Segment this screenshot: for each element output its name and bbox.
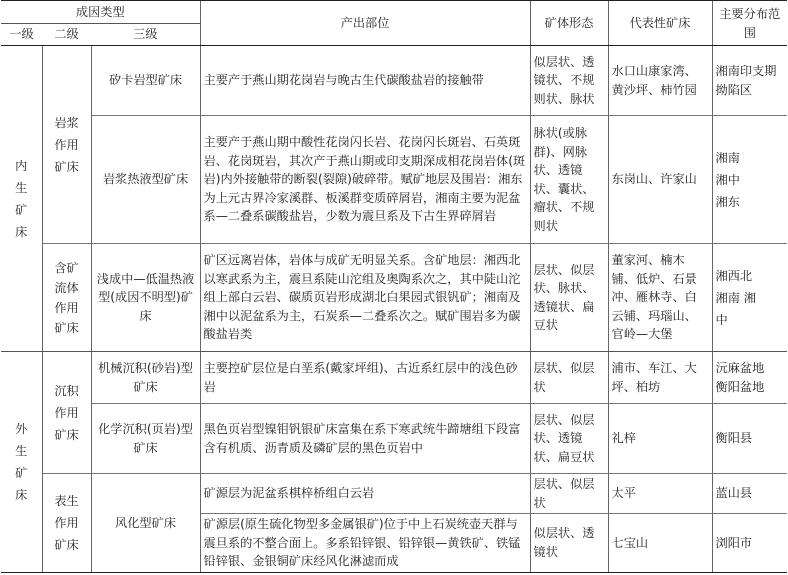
deposits-cell: 东岗山、许家山 [608,116,712,244]
form-cell: 层状、似层状、脉状、透镜状、扁豆状 [530,244,608,352]
group-fluid: 含矿流体作用矿床 [42,244,91,352]
form-cell: 层状、似层状 [530,474,608,514]
header-location: 产出部位 [200,1,530,46]
type-cell: 机械沉积(砂岩)型矿床 [91,352,200,404]
header-genesis-type: 成因类型 [1,1,200,24]
header-deposits: 代表性矿床 [608,1,712,46]
deposits-cell: 浦市、车江、大坪、柏坊 [608,352,712,404]
deposits-cell: 太平 [608,474,712,514]
deposits-cell: 水口山康家湾、黄沙坪、柿竹园 [608,46,712,116]
table-row [1,46,787,116]
header-area: 主要分布范围 [712,1,787,46]
table-row [1,244,787,352]
group-endogenic: 内生矿床 [1,46,42,352]
header-row-1 [1,1,787,24]
table-row [1,404,787,474]
area-cell: 浏阳市 [712,514,787,573]
table-row [1,474,787,514]
area-cell: 衡阳县 [712,404,787,474]
type-cell: 浅成中—低温热液型(成因不明型)矿床 [91,244,200,352]
header-level2: 二级 [42,23,91,46]
area-cell: 蓝山县 [712,474,787,514]
group-sedimentary: 沉积作用矿床 [42,352,91,474]
location-cell: 矿区远离岩体，岩体与成矿无明显关系。含矿地层：湘西北以寒武系为主，震旦系陡山沱组及奥陶系次之，其中陡山沱组上部白云岩、碳质页岩形成湖北白果园式银钒矿；湘南及湘中以泥盆系为主，石炭系—二叠系次之。赋矿围岩多为碳酸盐岩类 [200,244,530,352]
header-level3: 三级 [91,23,200,46]
header-level1: 一级 [1,23,42,46]
location-cell: 矿源层(原生硫化物型多金属银矿)位于中上石炭统壶天群与震旦系的不整合面上。多系铅锌银、铅锌银—黄铁矿、铁锰铅锌银、金银铜矿床经风化淋滤而成 [200,514,530,573]
deposits-cell: 七宝山 [608,514,712,573]
type-cell: 岩浆热液型矿床 [91,116,200,244]
group-exogenic: 外生矿床 [1,352,42,573]
deposits-cell: 礼梓 [608,404,712,474]
type-cell: 化学沉积(页岩)型矿床 [91,404,200,474]
table-row [1,116,787,244]
form-cell: 似层状、透镜状、不规则状、脉状 [530,46,608,116]
type-cell: 矽卡岩型矿床 [91,46,200,116]
group-magmatic: 岩浆作用矿床 [42,46,91,244]
area-cell: 沅麻盆地 衡阳盆地 [712,352,787,404]
form-cell: 层状、似层状、透镜状、扁豆状 [530,404,608,474]
location-cell: 主要产于燕山期花岗岩与晚古生代碳酸盐岩的接触带 [200,46,530,116]
deposits-cell: 董家河、楠木铺、低炉、石景冲、雁林寺、白云铺、玛瑙山、官岭—大堡 [608,244,712,352]
area-cell: 湘南 湘中 湘东 [712,116,787,244]
location-cell: 主要产于燕山期中酸性花岗闪长岩、花岗闪长斑岩、石英斑岩、花岗斑岩，其次产于燕山期或印支期深成相花岗岩体(斑岩)内外接触带的断裂(裂隙)破碎带。赋矿地层及围岩：湘东为上元古界冷家溪群、板溪群变质碎屑岩，湘南主要为泥盆系—二叠系碳酸盐岩，少数为震旦系及下古生界碎屑岩 [200,116,530,244]
ore-deposit-classification-table [1,0,787,573]
type-cell: 风化型矿床 [91,474,200,573]
form-cell: 似层状、透镜状 [530,514,608,573]
location-cell: 主要控矿层位是白垩系(戴家坪组)、古近系红层中的浅色砂岩 [200,352,530,404]
header-form: 矿体形态 [530,1,608,46]
table-row [1,352,787,404]
form-cell: 层状、似层状 [530,352,608,404]
group-supergene: 表生作用矿床 [42,474,91,573]
location-cell: 黑色页岩型镍钼钒银矿床富集在系下寒武统牛蹄塘组下段富含有机质、沥青质及磷矿层的黑色页岩中 [200,404,530,474]
form-cell: 脉状(或脉群)、网脉状、透镜状、囊状、瘤状、不规则状 [530,116,608,244]
area-cell: 湘南印支期拗陷区 [712,46,787,116]
area-cell: 湘西北 湘南 湘中 [712,244,787,352]
location-cell: 矿源层为泥盆系棋梓桥组白云岩 [200,474,530,514]
